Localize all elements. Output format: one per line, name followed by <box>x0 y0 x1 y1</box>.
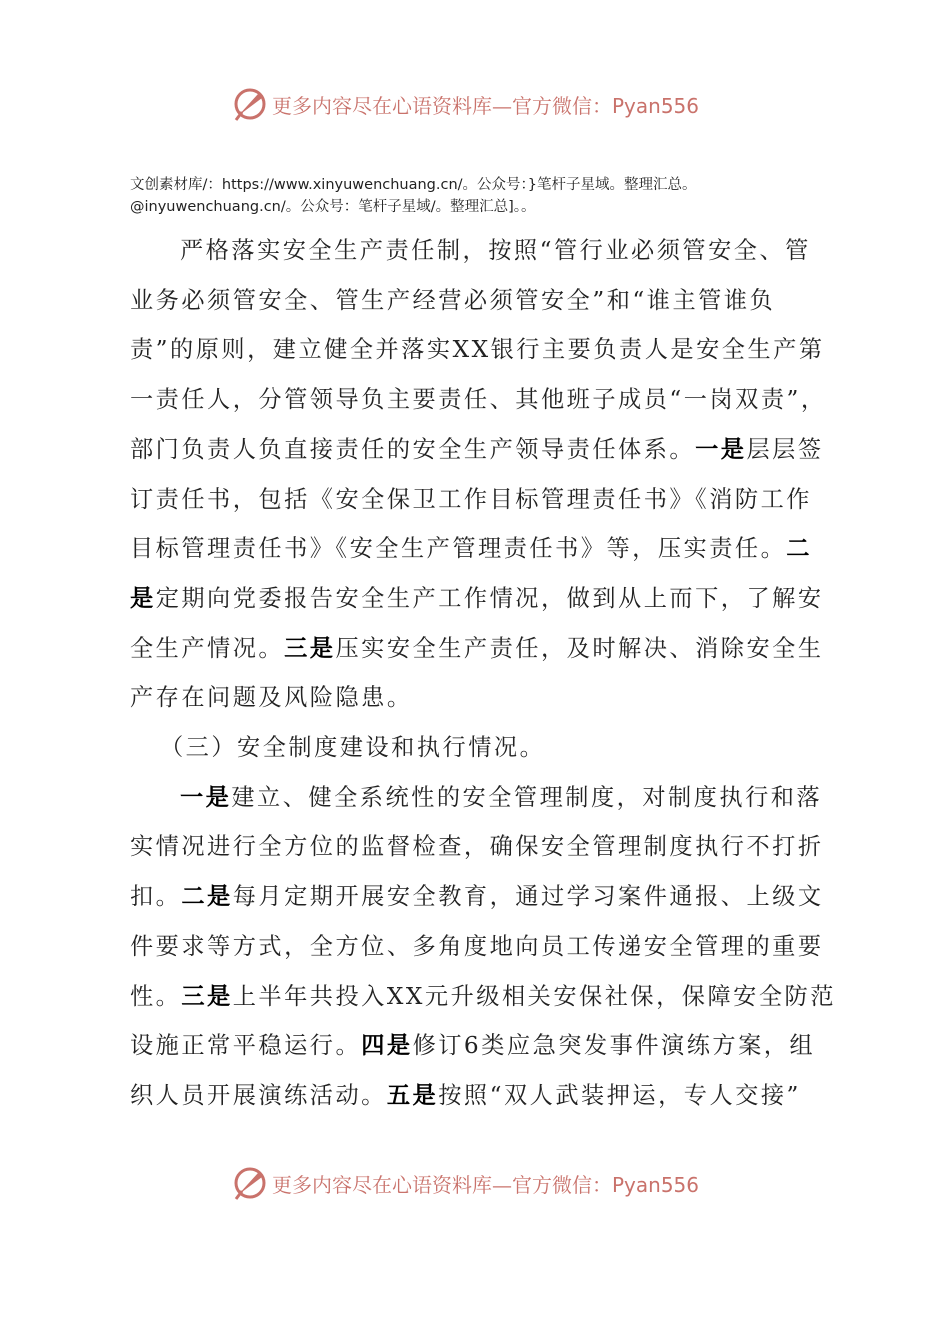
source-line-1: 文创素材库/：https://www.xinyuwenchuang.cn/。公众号：}笔杆子星域。整理汇总。 <box>130 177 697 193</box>
header-banner <box>232 84 699 124</box>
quill-logo-icon <box>232 1165 268 1201</box>
banner-text: 更多内容尽在心语资料库—官方微信：Pyan556 <box>272 93 700 118</box>
paragraph-responsibility: 严格落实安全生产责任制，按照“管行业必须管安全、管 业务必须管安全、管生产经营必须管安全”和“谁主管谁负 责”的原则，建立健全并落实XX银行主要负责人是安全生产第 一责任人，分管领导负主要责任、其他班子成员“一岗双责”， 部门负责人负直接责任的安全生产领导责任体系。一是层层签 订责任书，包括《安全保卫工作目标管理责任书》《消防工作 目标管理责任书》《安全生产管理责任书》等，压实责任。二 是定期向党委报告安全生产工作情况，做到从上而下，了解安 全生产情况。三是压实安全生产责任，及时解决、消除安全生 产存在问题及风险隐患。 <box>130 237 827 712</box>
paragraph-system: 一是建立、健全系统性的安全管理制度，对制度执行和落 实情况进行全方位的监督检查，确保安全管理制度执行不打折 扣。二是每月定期开展安全教育，通过学习案件通报、上级文 件要求等方式，全方位、多角度地向员工传递安全管理的重要 性。三是上半年共投入XX元升级相关安保社保，保障安全防范 设施正常平稳运行。四是修订6类应急突发事件演练方案，组 织人员开展演练活动。五是按照“双人武装押运，专人交接” <box>130 783 836 1109</box>
source-note <box>130 174 830 218</box>
banner-text: 更多内容尽在心语资料库—官方微信：Pyan556 <box>272 1172 700 1197</box>
source-line-2: @inyuwenchuang.cn/。公众号：笔杆子星域/。整理汇总]。。 <box>130 199 536 215</box>
section-heading-3: （三）安全制度建设和执行情况。 <box>160 734 546 762</box>
document-body <box>130 226 835 1121</box>
quill-logo-icon <box>232 86 268 122</box>
footer-banner <box>232 1163 699 1203</box>
